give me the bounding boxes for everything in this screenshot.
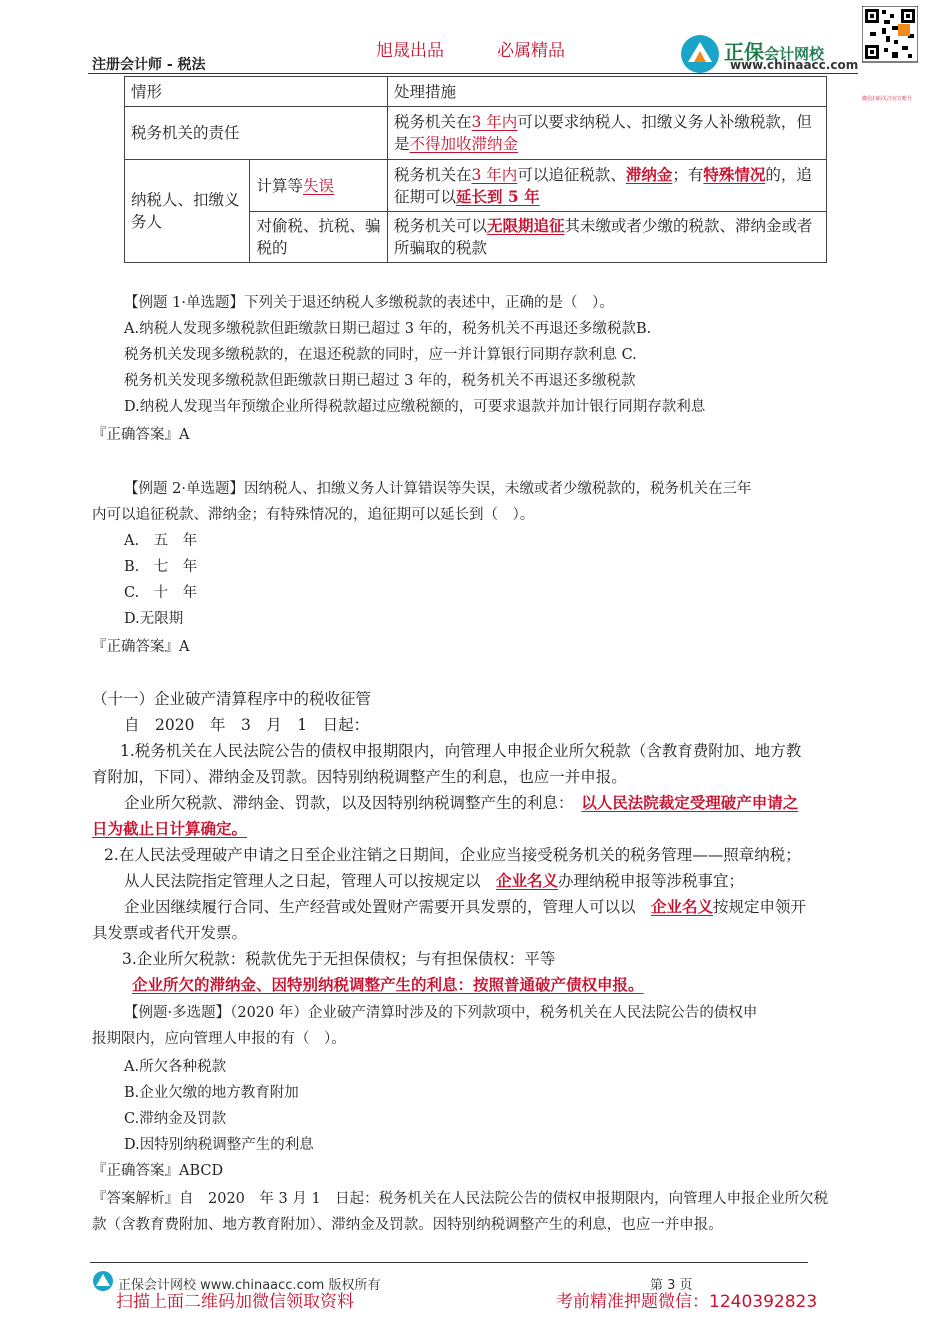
section-para: 企业所欠税款、滞纳金、罚款，以及因特别纳税调整产生的利息： 以人民法院裁定受理破产申请之 (124, 793, 799, 812)
footer-divider (90, 1262, 808, 1263)
section-para: 3.企业所欠税款：税款优先于无担保债权；与有担保债权：平等 (122, 950, 556, 968)
qr-tip: 微信扫码关注官方账号 (862, 96, 913, 102)
chinaacc-logo-icon (680, 34, 720, 74)
promo-right: 考前精准押题微信：1240392823 (556, 1292, 818, 1312)
footer-page-number: 第 3 页 (650, 1278, 693, 1293)
example2-option: C. 十 年 (124, 585, 198, 601)
example3-explanation: 『答案解析』自 2020 年 3 月 1 日起：税务机关在人民法院公告的债权申报期限内，向管理人申报企业所欠税 (92, 1191, 829, 1207)
section-para: 育附加，下同）、滞纳金及罚款。因特别纳税调整产生的利息，也应一并申报。 (92, 768, 627, 786)
row-measure: 税务机关可以无限期追征其未缴或者少缴的税款、滞纳金或者所骗取的税款 (388, 212, 827, 263)
slogan-right: 必属精品 (497, 41, 565, 61)
brand-name: 正保会计网校 (724, 40, 825, 64)
example2-question: 【例题 2·单选题】因纳税人、扣缴义务人计算错误等失误，未缴或者少缴税款的，税务机关在三年 (124, 481, 752, 497)
row-measure: 税务机关在3 年内可以追征税款、滞纳金；有特殊情况的，追征期可以延长到 5 年 (388, 160, 827, 212)
example2-option: B. 七 年 (124, 559, 198, 575)
example1-answer: 『正确答案』A (92, 427, 190, 443)
section-since: 自 2020 年 3 月 1 日起： (124, 716, 370, 734)
section-para: 2.在人民法受理破产申请之日至企业注销之日期间，企业应当接受税务机关的税务管理——照章纳税； (104, 846, 801, 864)
example1-option-line: 税务机关发现多缴税款但距缴款日期已超过 3 年的，税务机关不再退还多缴税款 (124, 373, 636, 389)
example3-answer: 『正确答案』ABCD (92, 1163, 224, 1179)
example2-option: A. 五 年 (124, 533, 198, 549)
qr-code-icon (862, 6, 918, 96)
example1-option-line: A.纳税人发现多缴税款但距缴款日期已超过 3 年的，税务机关不再退还多缴税款B. (124, 321, 652, 337)
example2-answer: 『正确答案』A (92, 639, 190, 655)
example3-explanation: 款（含教育费附加、地方教育附加）、滞纳金及罚款。因特别纳税调整产生的利息，也应一并申报。 (92, 1217, 723, 1233)
example3-question: 【例题·多选题】（2020 年）企业破产清算时涉及的下列款项中，税务机关在人民法院公告的债权申 (124, 1005, 758, 1021)
slogan-left: 旭晟出品 (376, 41, 444, 61)
table-row (125, 107, 827, 160)
tax-collection-table (124, 76, 827, 263)
section-para: 从人民法院指定管理人之日起，管理人可以按规定以 企业名义办理纳税申报等涉税事宜； (124, 871, 745, 890)
row-label: 税务机关的责任 (125, 107, 388, 160)
row-sublabel: 对偷税、抗税、骗税的 (250, 212, 388, 263)
table-row (125, 160, 827, 212)
example1-question: 【例题 1·单选题】下列关于退还纳税人多缴税款的表述中，正确的是（ ）。 (124, 295, 614, 311)
table-header-row (125, 77, 827, 107)
example3-option: A.所欠各种税款 (124, 1059, 227, 1075)
section-para: 具发票或者代开发票。 (92, 924, 248, 942)
header-divider (88, 73, 858, 74)
example3-question-cont: 报期限内，应向管理人申报的有（ ）。 (92, 1031, 346, 1047)
doc-subject: 注册会计师 - 税法 (92, 57, 206, 73)
row-measure: 税务机关在3 年内可以要求纳税人、扣缴义务人补缴税款，但是不得加收滞纳金 (388, 107, 827, 160)
example2-question-cont: 内可以追征税款、滞纳金；有特殊情况的，追征期可以延长到（ ）。 (92, 507, 535, 523)
row-group-label: 纳税人、扣缴义务人 (125, 160, 250, 263)
example3-option: C.滞纳金及罚款 (124, 1111, 227, 1127)
example3-option: B.企业欠缴的地方教育附加 (124, 1085, 299, 1101)
example3-option: D.因特别纳税调整产生的利息 (124, 1137, 314, 1153)
section-para: 企业因继续履行合同、生产经营或处置财产需要开具发票的，管理人可以以 企业名义按规定申领开 (124, 897, 807, 916)
example2-option: D.无限期 (124, 611, 184, 627)
section-title: （十一）企业破产清算程序中的税收征管 (92, 690, 372, 708)
table-header-cell: 处理措施 (388, 77, 827, 107)
example1-option-line: D.纳税人发现当年预缴企业所得税款超过应缴税额的，可要求退款并加计银行同期存款利息 (124, 399, 706, 415)
promo-left: 扫描上面二维码加微信领取资料 (116, 1292, 354, 1312)
example1-option-line: 税务机关发现多缴税款的，在退还税款的同时，应一并计算银行同期存款利息 C. (124, 347, 637, 363)
table-header-cell: 情形 (125, 77, 388, 107)
section-para-highlight: 企业所欠的滞纳金、因特别纳税调整产生的利息：按照普通破产债权申报。 (132, 975, 644, 994)
section-para-highlight: 日为截止日计算确定。 (92, 819, 248, 838)
footer-copyright: 正保会计网校 www.chinaacc.com 版权所有 (118, 1278, 381, 1293)
section-para: 1.税务机关在人民法院公告的债权申报期限内，向管理人申报企业所欠税款（含教育费附加、地方教 (120, 742, 802, 760)
brand-url: www.chinaacc.com (730, 58, 859, 72)
row-sublabel: 计算等失误 (250, 160, 388, 212)
chinaacc-footer-logo-icon (92, 1270, 114, 1292)
